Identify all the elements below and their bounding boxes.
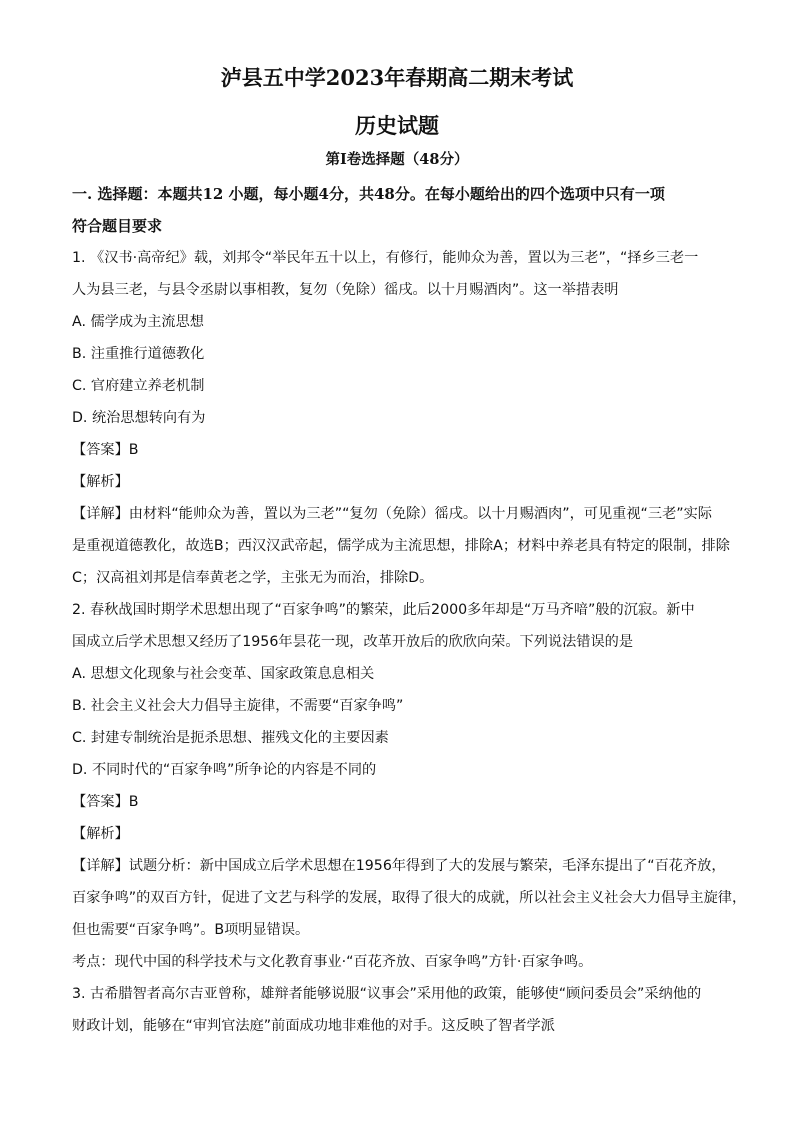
q1-option-d: D. 统治思想转向有为 bbox=[72, 410, 206, 426]
q1-detail-line-3: C；汉高祖刘邦是信奉黄老之学，主张无为而治，排除D。 bbox=[72, 570, 434, 586]
q1-option-b: B. 注重推行道德教化 bbox=[72, 346, 205, 362]
q1-stem-line-1: 1. 《汉书·高帝纪》载，刘邦令“举民年五十以上，有修行，能帅众为善，置以为三老”，“择乡三老一 bbox=[72, 250, 699, 266]
q2-option-c: C. 封建专制统治是扼杀思想、摧残文化的主要因素 bbox=[72, 730, 389, 746]
q2-note: 考点：现代中国的科学技术与文化教育事业·“百花齐放、百家争鸣”方针·百家争鸣。 bbox=[72, 954, 593, 970]
q2-option-b: B. 社会主义社会大力倡导主旋律，不需要“百家争鸣” bbox=[72, 698, 404, 714]
q2-option-a: A. 思想文化现象与社会变革、国家政策息息相关 bbox=[72, 666, 375, 682]
q1-answer: 【答案】B bbox=[72, 442, 139, 458]
q1-analysis-label: 【解析】 bbox=[72, 474, 129, 490]
q1-stem-line-2: 人为县三老，与县令丞尉以事相教，复勿（免除）徭戌。以十月赐酒肉”。这一举措表明 bbox=[72, 282, 619, 298]
q3-stem-line-1: 3. 古希腊智者高尔吉亚曾称，雄辩者能够说服“议事会”采用他的政策，能够使“顾问委员会”采纳他的 bbox=[72, 986, 702, 1002]
instructions-line-1: 一. 选择题：本题共12 小题，每小题4分，共48分。在每小题给出的四个选项中只有一项 bbox=[72, 185, 665, 203]
section-title: 第Ⅰ卷选择题（48分） bbox=[325, 151, 469, 168]
instructions-line-2: 符合题目要求 bbox=[72, 217, 163, 235]
q2-stem-line-1: 2. 春秋战国时期学术思想出现了“百家争鸣”的繁荣，此后2000多年却是“万马齐喑”般的沉寂。新中 bbox=[72, 602, 695, 618]
q1-detail-line-2: 是重视道德教化，故选B；西汉汉武帝起，儒学成为主流思想，排除A；材料中养老具有特定的限制，排除 bbox=[72, 538, 730, 554]
q1-option-a: A. 儒学成为主流思想 bbox=[72, 314, 204, 330]
subject-title: 历史试题 bbox=[355, 113, 439, 138]
q2-stem-line-2: 国成立后学术思想又经历了1956年昙花一现，改革开放后的欣欣向荣。下列说法错误的是 bbox=[72, 634, 634, 650]
q3-stem-line-2: 财政计划，能够在“审判官法庭”前面成功地非难他的对手。这反映了智者学派 bbox=[72, 1018, 555, 1034]
q2-detail-line-2: 百家争鸣”的双百方针，促进了文艺与科学的发展，取得了很大的成就，所以社会主义社会大力倡导主旋律， bbox=[72, 890, 747, 906]
q1-option-c: C. 官府建立养老机制 bbox=[72, 378, 205, 394]
q1-detail-line-1: 【详解】由材料“能帅众为善，置以为三老”“复勿（免除）徭戌。以十月赐酒肉”，可见重视“三老”实际 bbox=[72, 506, 712, 522]
q2-analysis-label: 【解析】 bbox=[72, 826, 129, 842]
q2-detail-line-1: 【详解】试题分析：新中国成立后学术思想在1956年得到了大的发展与繁荣，毛泽东提出了“百花齐放， bbox=[72, 858, 726, 874]
q2-detail-line-3: 但也需要“百家争鸣”。B项明显错误。 bbox=[72, 922, 310, 938]
exam-title: 泸县五中学2023年春期高二期末考试 bbox=[220, 65, 574, 90]
q2-option-d: D. 不同时代的“百家争鸣”所争论的内容是不同的 bbox=[72, 762, 377, 778]
q2-answer: 【答案】B bbox=[72, 794, 139, 810]
